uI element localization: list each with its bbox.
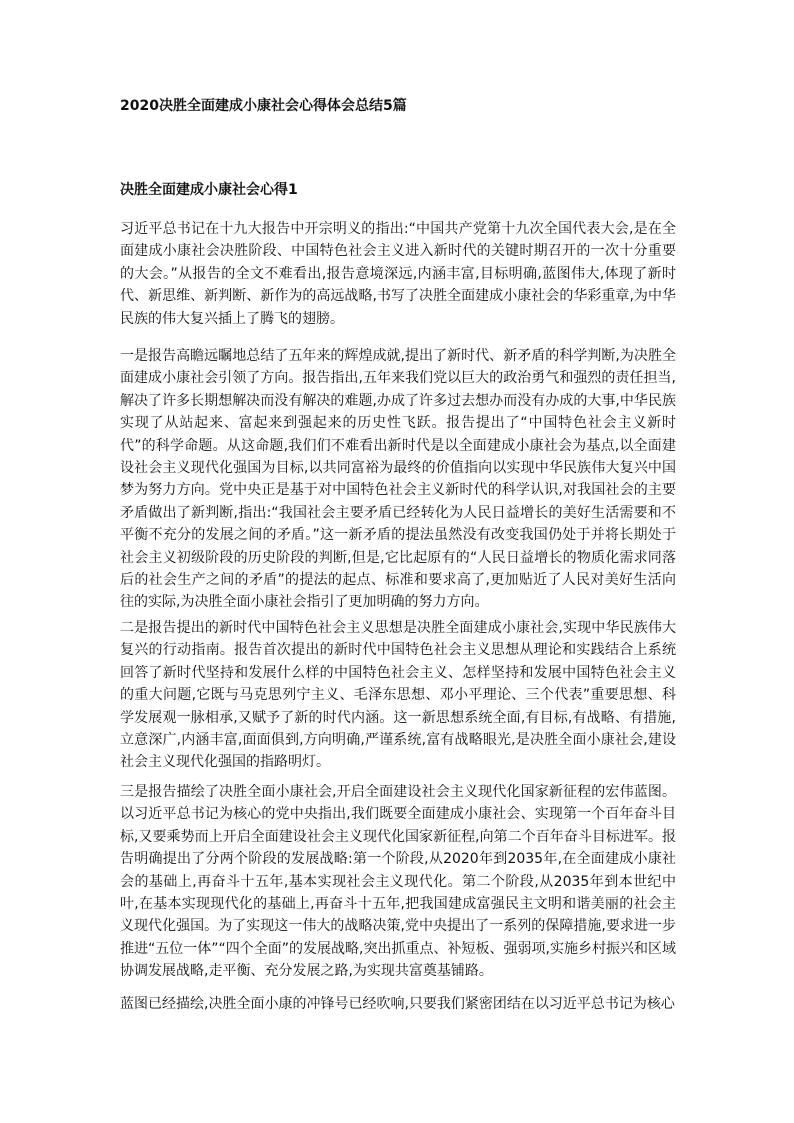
paragraph: 习近平总书记在十九大报告中开宗明义的指出:“中国共产党第十九次全国代表大会,是在全面建成小康社会决胜阶段、中国特色社会主义进入新时代的关键时期召开的一次十分重要的大会。”从报告的全文不难看出,报告意境深远,内涵丰富,目标明确,蓝图伟大,体现了新时代、新思维、新判断、新作为的高远战略,书写了决胜全面建成小康社会的华彩重章,为中华民族的伟大复兴插上了腾飞的翅膀。 [120,221,676,327]
paragraph: 二是报告提出的新时代中国特色社会主义思想是决胜全面建成小康社会,实现中华民族伟大复兴的行动指南。报告首次提出的新时代中国特色社会主义思想从理论和实践结合上系统回答了新时代坚持和发展什么样的中国特色社会主义、怎样坚持和发展中国特色社会主义的重大问题,它既与马克思列宁主义、毛泽东思想、邓小平理论、三个代表”重要思想、科学发展观一脉相承,又赋予了新的时代内涵。这一新思想系统全面,有目标,有战略、有措施,立意深广,内涵丰富,面面俱到,方向明确,严谨系统,富有战略眼光,是决胜全面小康社会,建设社会主义现代化强国的指路明灯。 [120,620,676,771]
paragraph: 三是报告描绘了决胜全面小康社会,开启全面建设社会主义现代化国家新征程的宏伟蓝图。以习近平总书记为核心的党中央指出,我们既要全面建成小康社会、实现第一个百年奋斗目标,又要乘势而上开启全面建设社会主义现代化国家新征程,向第二个百年奋斗目标进军。报告明确提出了分两个阶段的发展战略:第一个阶段,从2020年到2035年,在全面建成小康社会的基础上,再奋斗十五年,基本实现社会主义现代化。第二个阶段,从2035年到本世纪中叶,在基本实现现代化的基础上,再奋斗十五年,把我国建成富强民主文明和谐美丽的社会主义现代化强国。为了实现这一伟大的战略决策,党中央提出了一系列的保障措施,要求进一步推进“五位一体”“四个全面”的发展战略,突出抓重点、补短板、强弱项,实施乡村振兴和区域协调发展战略,走平衡、充分发展之路,为实现共富奠基铺路。 [120,784,676,980]
document-title: 2020决胜全面建成小康社会心得体会总结5篇 [120,98,407,114]
paragraph: 一是报告高瞻远瞩地总结了五年来的辉煌成就,提出了新时代、新矛盾的科学判断,为决胜全面建成小康社会引领了方向。报告指出,五年来我们党以巨大的政治勇气和强烈的责任担当,解决了许多长期想解决而没有解决的难题,办成了许多过去想办而没有办成的大事,中华民族实现了从站起来、富起来到强起来的历史性飞跃。报告提出了“中国特色社会主义新时代”的科学命题。从这命题,我们们不难看出新时代是以全面建成小康社会为基点,以全面建设社会主义现代化强国为目标,以共同富裕为最终的价值指向以实现中华民族伟大复兴中国梦为努力方向。党中央正是基于对中国特色社会主义新时代的科学认识,对我国社会的主要矛盾做出了新判断,指出:“我国社会主要矛盾已经转化为人民日益增长的美好生活需要和不平衡不充分的发展之间的矛盾。”这一新矛盾的提法虽然没有改变我国仍处于并将长期处于社会主义初级阶段的历史阶段的判断,但是,它比起原有的“人民日益增长的物质化需求同落后的社会生产之间的矛盾”的提法的起点、标准和要求高了,更加贴近了人民对美好生活向往的实际,为决胜全面小康社会指引了更加明确的努力方向。 [120,348,676,611]
section-heading: 决胜全面建成小康社会心得1 [120,182,298,198]
paragraph: 蓝图已经描绘,决胜全面小康的冲锋号已经吹响,只要我们紧密团结在以习近平总书记为核心 [120,996,675,1012]
